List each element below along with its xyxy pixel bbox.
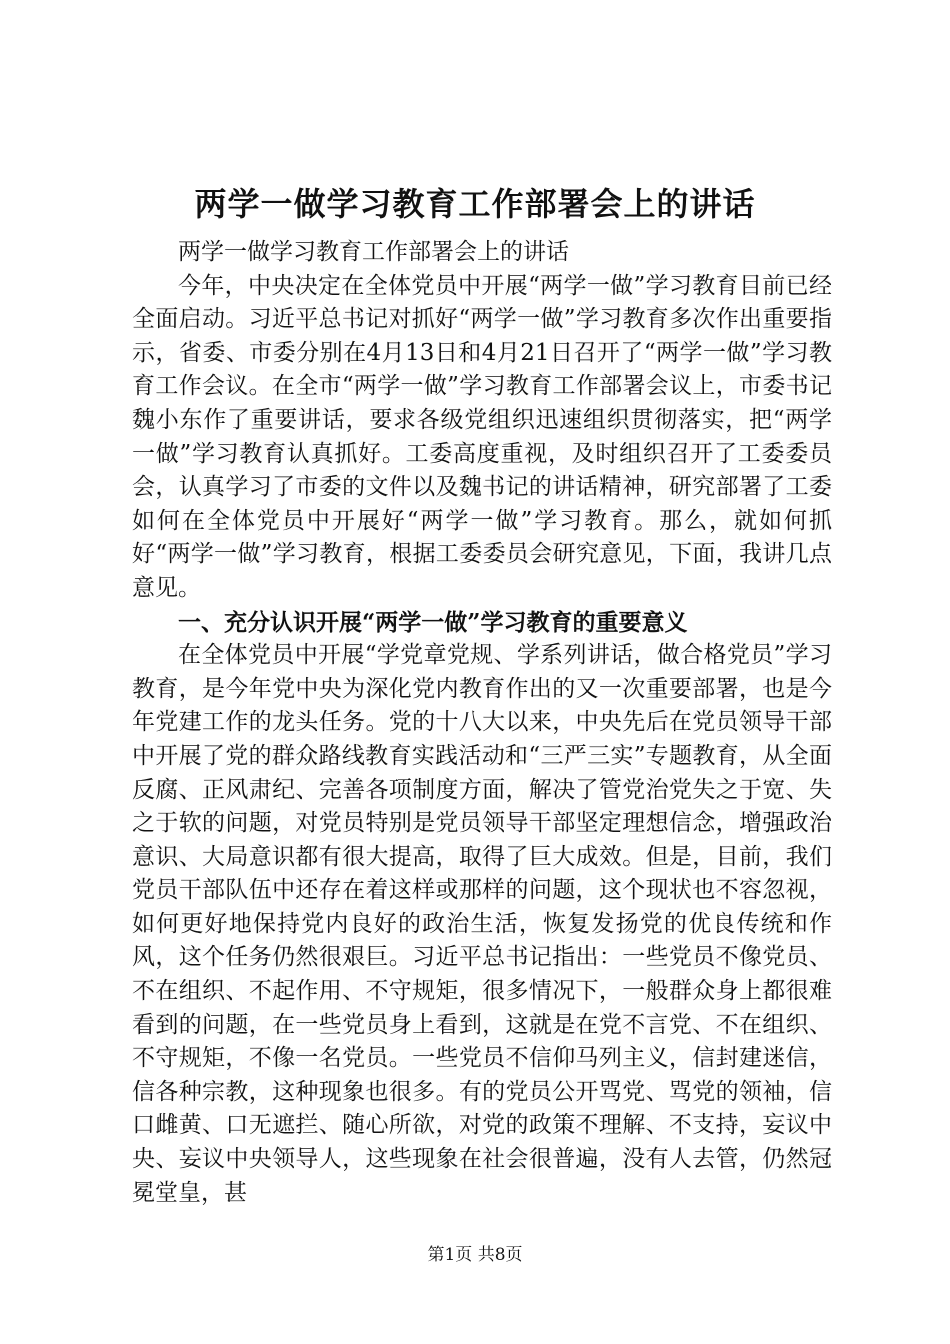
document-body xyxy=(132,236,832,1210)
body-paragraph-section-1: 在全体党员中开展“学党章党规、学系列讲话，做合格党员”学习教育，是今年党中央为深化党内教育作出的又一次重要部署，也是今年党建工作的龙头任务。党的十八大以来，中央先后在党员领导干部中开展了党的群众路线教育实践活动和“三严三实”专题教育，从全面反腐、正风肃纪、完善各项制度方面，解决了管党治党失之于宽、失之于软的问题，对党员特别是党员领导干部坚定理想信念，增强政治意识、大局意识都有很大提高，取得了巨大成效。但是，目前，我们党员干部队伍中还存在着这样或那样的问题，这个现状也不容忽视，如何更好地保持党内良好的政治生活，恢复发扬党的优良传统和作风，这个任务仍然很艰巨。习近平总书记指出：一些党员不像党员、不在组织、不起作用、不守规矩，很多情况下，一般群众身上都很难看到的问题，在一些党员身上看到，这就是在党不言党、不在组织、不守规矩，不像一名党员。一些党员不信仰马列主义，信封建迷信，信各种宗教，这种现象也很多。有的党员公开骂党、骂党的领袖，信口雌黄、口无遮拦、随心所欲，对党的政策不理解、不支持，妄议中央、妄议中央领导人，这些现象在社会很普遍，没有人去管，仍然冠冕堂皇，甚 xyxy=(132,642,832,1206)
body-paragraph-intro: 今年，中央决定在全体党员中开展“两学一做”学习教育目前已经全面启动。习近平总书记对抓好“两学一做”学习教育多次作出重要指示，省委、市委分别在4月13日和4月21日召开了“两学一做”学习教育工作会议。在全市“两学一做”学习教育工作部署会议上，市委书记魏小东作了重要讲话，要求各级党组织迅速组织贯彻落实，把“两学一做”学习教育认真抓好。工委高度重视，及时组织召开了工委委员会，认真学习了市委的文件以及魏书记的讲话精神，研究部署了工委如何在全体党员中开展好“两学一做”学习教育。那么，就如何抓好“两学一做”学习教育，根据工委委员会研究意见，下面，我讲几点意见。 xyxy=(132,272,832,601)
document-title: 两学一做学习教育工作部署会上的讲话 xyxy=(194,185,756,223)
page-footer: 第1页 共8页 xyxy=(427,1245,523,1265)
body-paragraph-subtitle: 两学一做学习教育工作部署会上的讲话 xyxy=(178,239,569,265)
section-heading-1: 一、充分认识开展“两学一做”学习教育的重要意义 xyxy=(178,608,688,636)
